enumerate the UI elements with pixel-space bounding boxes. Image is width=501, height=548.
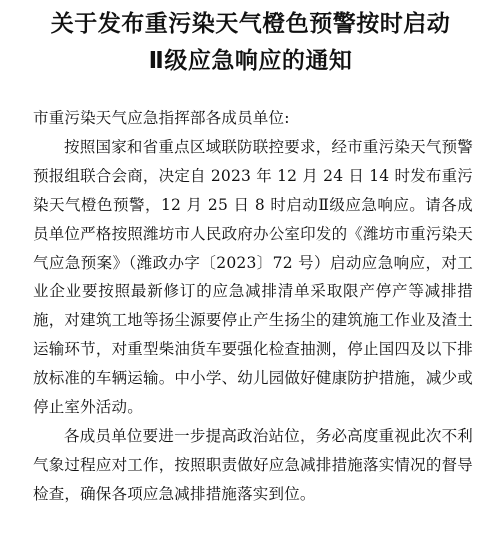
salutation: 市重污染天气应急指挥部各成员单位: (33, 109, 290, 127)
notice-title-line-1: 关于发布重污染天气橙色预警按时启动 (50, 11, 451, 37)
paragraph-main: 按照国家和省重点区域联防联控要求，经市重污染天气预警预报组联合会商，决定自 2023 年 12 月 24 日 14 时发布重污染天气橙色预警，12 月 25 日 8 时启动Ⅱ级应急响应。请各成员单位严格按照潍坊市人民政府办公室印发的《潍坊市重污染天气应急预案》（潍政办字〔2023〕72 号）启动应急响应，对工业企业要按照最新修订的应急减排清单采取限产停产等减排措施，对建筑工地等扬尘源要停止产生扬尘的建筑施工作业及渣土运输环节，对重型柴油货车要强化检查抽测，停止国四及以下排放标准的车辆运输。中小学、幼儿园做好健康防护措施，减少或停止室外活动。 (33, 137, 473, 417)
notice-title-line-2: Ⅱ级应急响应的通知 (148, 48, 353, 74)
notice-body (33, 104, 473, 509)
paragraph-closing: 各成员单位要进一步提高政治站位，务必高度重视此次不利气象过程应对工作，按照职责做好应急减排措施落实情况的督导检查，确保各项应急减排措施落实到位。 (33, 426, 473, 503)
